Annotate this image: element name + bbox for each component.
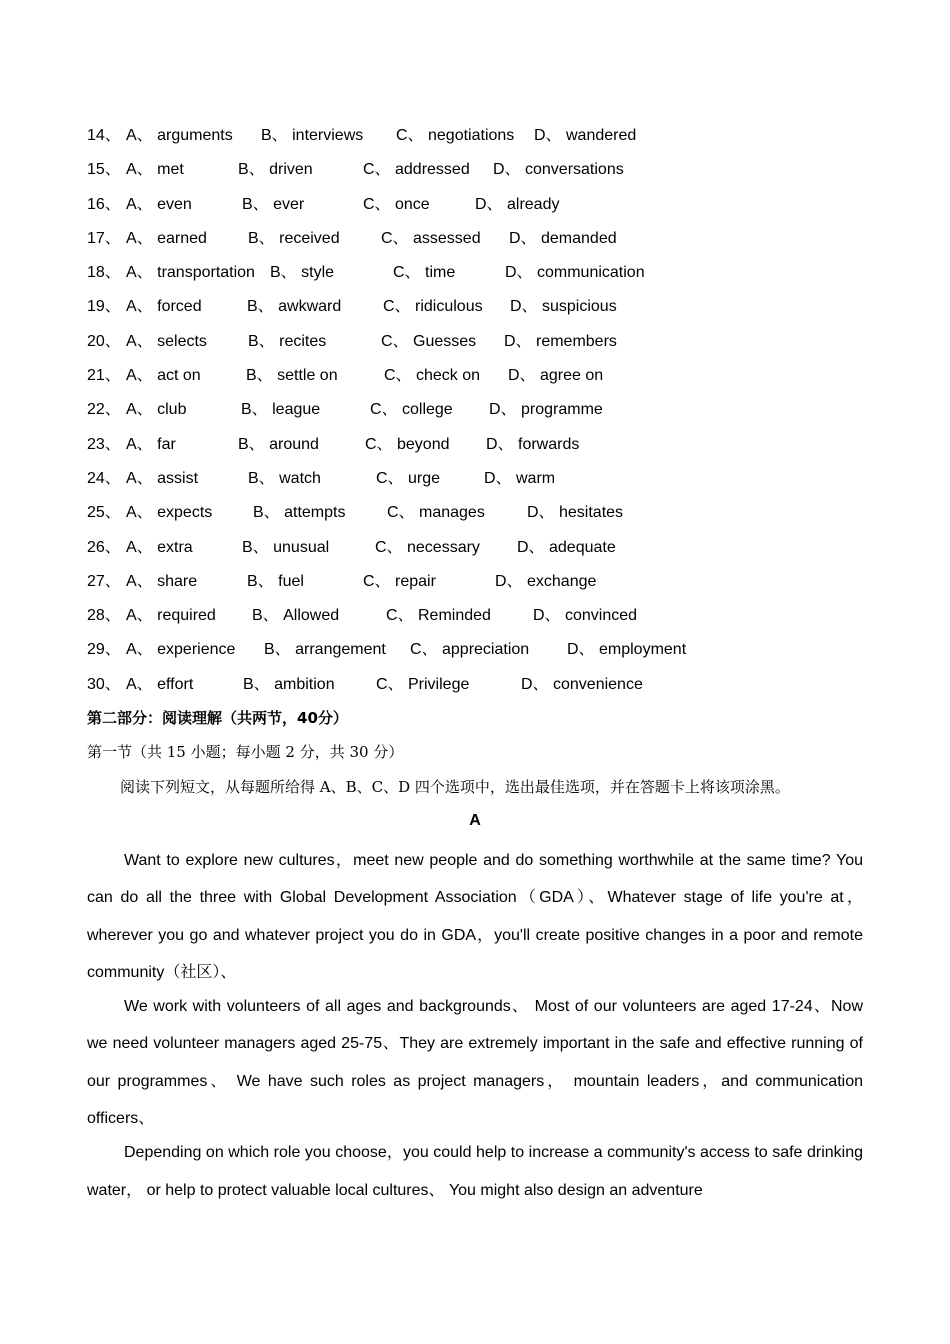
option-d: D、 forwards xyxy=(486,435,580,453)
option-b: B、 league xyxy=(241,401,321,419)
option-a: A、 expects xyxy=(126,504,213,522)
question-number: 18、 xyxy=(87,264,121,282)
option-a: A、 even xyxy=(126,195,192,213)
passage-paragraph: We work with volunteers of all ages and backgrounds、 Most of our volunteers are aged 17-24、Now we need volunteer managers aged 25-75、They are extremely important in the safe and effective running of our programmes、 We have such roles as project managers， mountain leaders，and communication officers、 xyxy=(87,998,863,1128)
question-number: 27、 xyxy=(87,572,121,590)
option-b: B、 Allowed xyxy=(252,607,340,625)
option-c: C、 ridiculous xyxy=(383,298,483,316)
option-b: B、 settle on xyxy=(246,367,338,385)
option-c: C、 once xyxy=(363,195,430,213)
option-d: D、 already xyxy=(475,195,560,213)
option-d: D、 convinced xyxy=(533,607,638,625)
question-row-29 xyxy=(87,638,887,672)
option-c: C、 assessed xyxy=(381,229,481,247)
option-a: A、 share xyxy=(126,572,198,590)
option-d: D、 conversations xyxy=(493,161,624,179)
question-row-21 xyxy=(87,364,887,398)
option-c: C、 appreciation xyxy=(410,641,530,659)
passage-paragraph: Depending on which role you choose，you could help to increase a community's access to safe drinking water， or help to protect valuable local cultures、 You might also design an adventure xyxy=(87,1144,864,1199)
option-b: B、 interviews xyxy=(261,127,364,144)
question-row-15 xyxy=(87,158,887,192)
option-d: D、 warm xyxy=(484,469,556,487)
reading-passage xyxy=(87,842,863,1206)
question-number: 24、 xyxy=(87,469,121,487)
option-b: B、 arrangement xyxy=(264,641,386,659)
question-number: 26、 xyxy=(87,538,121,556)
option-d: D、 suspicious xyxy=(510,298,617,316)
option-a: A、 earned xyxy=(126,229,207,247)
option-d: D、 agree on xyxy=(508,367,604,385)
option-d: D、 demanded xyxy=(509,229,617,247)
option-d: D、 remembers xyxy=(504,332,617,350)
option-a: A、 far xyxy=(126,435,176,453)
option-b: B、 around xyxy=(238,435,319,453)
option-b: B、 awkward xyxy=(247,298,342,316)
option-a: A、 arguments xyxy=(126,127,233,144)
option-d: D、 wandered xyxy=(534,127,637,144)
option-c: C、 Guesses xyxy=(381,332,477,350)
question-row-18 xyxy=(87,261,887,295)
option-d: D、 hesitates xyxy=(527,504,624,522)
question-row-23 xyxy=(87,433,887,467)
question-row-22 xyxy=(87,398,887,432)
option-c: C、 repair xyxy=(363,572,436,590)
option-a: A、 selects xyxy=(126,332,207,350)
question-row-26 xyxy=(87,536,887,570)
question-row-27 xyxy=(87,570,887,604)
question-row-14 xyxy=(87,124,887,158)
option-d: D、 exchange xyxy=(495,572,597,590)
option-c: C、 time xyxy=(393,264,456,282)
question-row-19 xyxy=(87,295,887,329)
question-row-17 xyxy=(87,227,887,261)
option-c: C、 Privilege xyxy=(376,675,470,693)
option-d: D、 convenience xyxy=(521,675,643,693)
question-number: 20、 xyxy=(87,332,121,350)
question-number: 16、 xyxy=(87,195,121,213)
option-b: B、 received xyxy=(248,229,340,247)
option-b: B、 ever xyxy=(242,195,305,213)
option-b: B、 style xyxy=(270,264,335,282)
passage-paragraph: Want to explore new cultures，meet new people and do something worthwhile at the same time? You can do all the three with Global Development Association（GDA）、Whatever stage of life you're at，wherever you go and whatever project you do in GDA，you'll create positive changes in a poor and remote community（社区）、 xyxy=(87,852,863,981)
option-b: B、 attempts xyxy=(253,504,346,522)
section-instruction: 阅读下列短文，从每题所给得 A、B、C、D 四个选项中，选出最佳选项，并在答题卡上将该项涂黑。 xyxy=(120,778,790,796)
option-c: C、 beyond xyxy=(365,435,450,453)
option-d: D、 communication xyxy=(505,264,645,282)
option-a: A、 met xyxy=(126,161,184,179)
option-c: C、 Reminded xyxy=(386,607,491,625)
question-number: 25、 xyxy=(87,504,121,522)
option-a: A、 forced xyxy=(126,298,202,316)
question-number: 21、 xyxy=(87,367,121,385)
question-row-25 xyxy=(87,501,887,535)
question-number: 19、 xyxy=(87,298,121,316)
question-number: 23、 xyxy=(87,435,121,453)
option-b: B、 watch xyxy=(248,469,321,487)
section-title: 第二部分：阅读理解（共两节，40分） xyxy=(87,709,348,727)
option-d: D、 employment xyxy=(567,641,687,659)
question-row-24 xyxy=(87,467,887,501)
question-row-28 xyxy=(87,604,887,638)
option-a: A、 effort xyxy=(126,675,194,693)
option-a: A、 experience xyxy=(126,641,236,659)
question-number: 22、 xyxy=(87,401,121,419)
question-row-30 xyxy=(87,673,887,707)
question-row-16 xyxy=(87,193,887,227)
question-number: 28、 xyxy=(87,607,121,625)
option-b: B、 fuel xyxy=(247,572,304,590)
option-a: A、 transportation xyxy=(126,264,255,282)
option-c: C、 check on xyxy=(384,367,481,385)
option-d: D、 programme xyxy=(489,401,603,419)
option-c: C、 addressed xyxy=(363,161,470,179)
question-row-20 xyxy=(87,330,887,364)
question-number: 29、 xyxy=(87,641,121,659)
option-d: D、 adequate xyxy=(517,538,616,556)
passage-letter: A xyxy=(469,812,481,829)
cloze-options-list xyxy=(87,124,887,707)
option-c: C、 manages xyxy=(387,504,485,522)
question-number: 15、 xyxy=(87,161,121,179)
question-number: 30、 xyxy=(87,675,121,693)
option-c: C、 negotiations xyxy=(396,127,515,144)
option-a: A、 assist xyxy=(126,469,199,487)
option-b: B、 driven xyxy=(238,161,313,179)
option-c: C、 college xyxy=(370,401,453,419)
question-number: 17、 xyxy=(87,229,121,247)
option-b: B、 unusual xyxy=(242,538,330,556)
option-c: C、 necessary xyxy=(375,538,480,556)
option-a: A、 club xyxy=(126,401,187,419)
question-number: 14、 xyxy=(87,127,121,144)
option-a: A、 act on xyxy=(126,367,201,385)
option-a: A、 extra xyxy=(126,538,193,556)
option-b: B、 recites xyxy=(248,332,327,350)
option-c: C、 urge xyxy=(376,469,441,487)
option-a: A、 required xyxy=(126,607,216,625)
section-subtitle: 第一节（共 15 小题；每小题 2 分，共 30 分） xyxy=(87,743,404,761)
option-b: B、 ambition xyxy=(243,675,335,693)
